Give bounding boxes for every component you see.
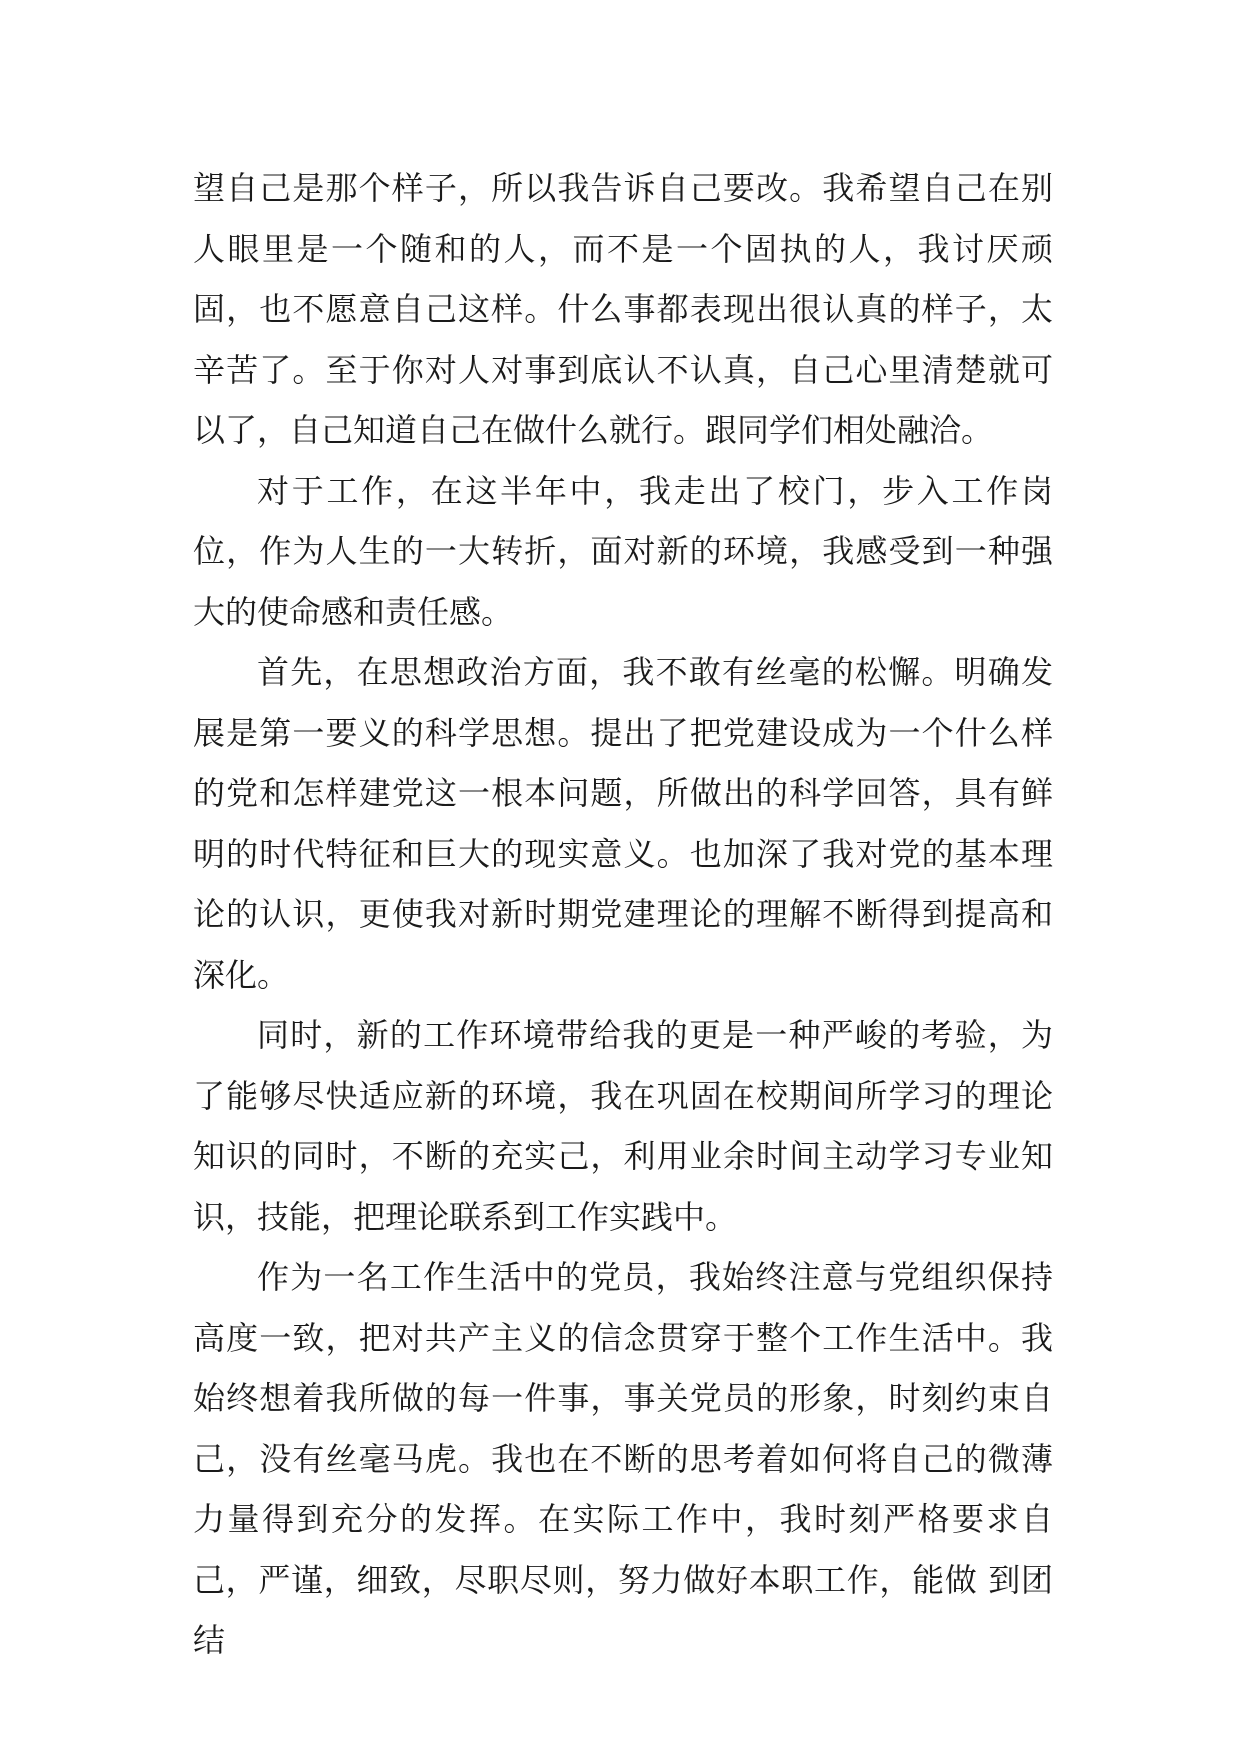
paragraph-2: 对于工作，在这半年中，我走出了校门，步入工作岗位，作为人生的一大转折，面对新的环境，我感受到一种强大的使命感和责任感。 xyxy=(193,471,1053,631)
paragraph-4: 同时，新的工作环境带给我的更是一种严峻的考验，为了能够尽快适应新的环境，我在巩固在校期间所学习的理论知识的同时，不断的充实己，利用业余时间主动学习专业知识，技能，把理论联系到工作实践中。 xyxy=(193,1016,1053,1236)
paragraph-1: 望自己是那个样子，所以我告诉自己要改。我希望自己在别人眼里是一个随和的人，而不是一个固执的人，我讨厌顽固，也不愿意自己这样。什么事都表现出很认真的样子，太辛苦了。至于你对人对事到底认不认真，自己心里清楚就可以了，自己知道自己在做什么就行。跟同学们相处融洽。 xyxy=(193,169,1053,449)
document-body xyxy=(193,158,1053,1671)
paragraph-3: 首先，在思想政治方面，我不敢有丝毫的松懈。明确发展是第一要义的科学思想。提出了把党建设成为一个什么样的党和怎样建党这一根本问题，所做出的科学回答，具有鲜明的时代特征和巨大的现实意义。也加深了我对党的基本理论的认识，更使我对新时期党建理论的理解不断得到提高和深化。 xyxy=(193,653,1053,994)
paragraph-5: 作为一名工作生活中的党员，我始终注意与党组织保持高度一致，把对共产主义的信念贯穿于整个工作生活中。我始终想着我所做的每一件事，事关党员的形象，时刻约束自己，没有丝毫马虎。我也在不断的思考着如何将自己的微薄力量得到充分的发挥。在实际工作中，我时刻严格要求自己，严谨，细致，尽职尽则，努力做好本职工作，能做 到团结 xyxy=(193,1258,1053,1659)
